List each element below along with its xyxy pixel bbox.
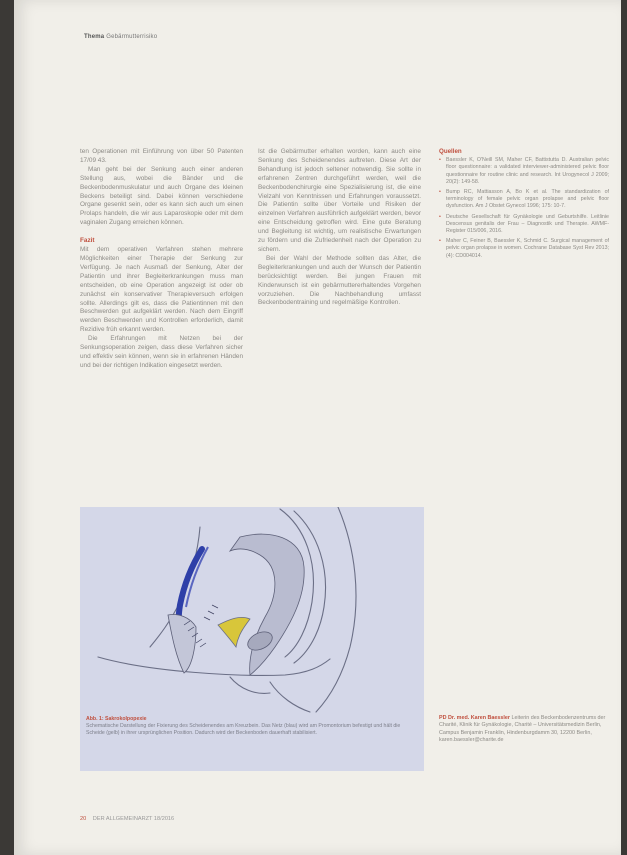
paragraph: Ist die Gebärmutter erhalten worden, kann auch eine Senkung des Scheidenendes auftreten. Diese Art der Behandlung ist jedoch seltener notwendig. Sie sollte in erfahrenen Zentren durchgeführt werden, weil die Beckenbodenchirurgie eine Spezialisierung ist, die eine Vielzahl von Kenntnissen und Erfahrungen voraussetzt. Die Patientin sollte über Vorteile und Risiken der einzelnen Verfahren ausführlich aufgeklärt werden, bevor eine Entscheidung getroffen wird. Eine gute Beratung und Begleitung ist wichtig, um realistische Erwartungen zu fördern und die Zufriedenheit nach der Operation zu sichern. (258, 148, 421, 253)
running-head (84, 34, 157, 40)
suture-line (204, 605, 218, 620)
section-heading-fazit: Fazit (80, 237, 95, 245)
anatomical-illustration (80, 507, 424, 713)
vagina-yellow (218, 617, 250, 647)
caption-text: Schematische Darstellung der Fixierung des Scheidenendes am Kreuzbein. Das Netz (blau) wird am Promontorium befestigt und hält die Scheide (gelb) in ihrer ursprünglichen Position. Dadurch wird der Beckenboden dauerhaft stabilisiert. (86, 723, 401, 736)
author-box (439, 715, 607, 744)
abdominal-wall-outline (98, 657, 330, 675)
references-heading: Quellen (439, 148, 462, 155)
reference-item: • Baessler K, O'Neill SM, Maher CF, Battistutta D. Australian pelvic floor questionnaire: a validated interviewer-administered pelvic floor questionnaire for routine clinic and research. Int Urogynecol J 2009; 20(2): 149-58. (439, 157, 609, 186)
back-contour (316, 507, 356, 712)
bladder-outline (168, 615, 196, 674)
journal-name: DER ALLGEMEINARZT 18/2016 (92, 816, 175, 822)
paragraph: ten Operationen mit Einführung von über 50 Patenten 17/09 43. (80, 148, 243, 164)
perineum-outline (230, 677, 270, 693)
author-text: Leiterin des Beckenbodenzentrums der Charité, Klinik für Gynäkologie, Charité – Universitätsmedizin Berlin, Campus Benjamin Franklin, Hindenburgdamm 30, 12200 Berlin, karen.baessler@charite.de (439, 715, 606, 743)
reference-item: • Bump RC, Mattiasson A, Bo K et al. The standardization of terminology of female pelvic organ prolapse and pelvic floor dysfunction. Am J Obstet Gynecol 1996; 175: 10-7. (439, 189, 609, 211)
paragraph: Man geht bei der Senkung auch einer anderen Stellung aus, wobei die Bänder und die Beckenbodenmuskulatur und auch Organe des kleinen Beckens beteiligt sind. Dabei können verschiedene Organe gesenkt sein, oder es kann sich auch um einen Prolaps handeln, die wir aus Laparoskopie oder mit dem vaginalen Zugang erreichen können. (80, 165, 243, 227)
pelvis-sagittal-drawing (80, 507, 424, 713)
page-footer (80, 816, 174, 822)
running-head-section: Thema (84, 34, 105, 40)
figure-caption (80, 713, 424, 771)
author-name: PD Dr. med. Karen Baessler (439, 715, 511, 721)
rectum-shape (230, 534, 304, 675)
paragraph: Die Erfahrungen mit Netzen bei der Senkungsoperation zeigen, dass diese Verfahren sicher und effektiv sein können, wenn sie in erfahrenen Händen und bei der richtigen Indikation eingesetzt werden. (80, 335, 243, 369)
running-head-topic: Gebärmutterrisiko (106, 34, 158, 40)
references-column (439, 148, 609, 263)
reference-item: • Deutsche Gesellschaft für Gynäkologie und Geburtshilfe. Leitlinie Descensus genitalis der Frau – Diagnostik und Therapie. AWMF-Register 015/006, 2016. (439, 214, 609, 236)
page-number: 20 (80, 816, 87, 822)
buttock-contour (270, 682, 310, 712)
caption-title: Abb. 1: Sakrokolpopexie (86, 716, 147, 722)
reference-item: • Maher C, Feiner B, Baessler K, Schmid C. Surgical management of pelvic organ prolapse in women. Cochrane Database Syst Rev 2013; (4): CD004014. (439, 238, 609, 260)
reference-list (439, 157, 609, 260)
text-column-middle (258, 148, 421, 308)
paragraph: Bei der Wahl der Methode sollten das Alter, die Begleiterkrankungen und auch der Wunsch der Patientin berücksichtigt werden. Bei jungen Frauen mit Kinderwunsch ist ein gebärmuttererhaltendes Vorgehen vorzuziehen. Die Nachbehandlung umfasst Beckenbodentraining und regelmäßige Kontrollen. (258, 254, 421, 307)
paragraph: Mit dem operativen Verfahren stehen mehrere Möglichkeiten einer Therapie der Senkung zur Verfügung. Je nach Ausmaß der Senkung, Alter der Patientin und ihrer Begleiterkrankungen muss man entscheiden, ob eine Operation angezeigt ist oder ob zunächst ein konservativer Therapieversuch erfolgen sollte. Allerdings gilt es, dass die Patientinnen mit den Beschwerden gut aufgeklärt werden. Nach dem Eingriff werden Beschwerden und Kontrollen erforderlich, damit Rezidive früh erkannt werden. (80, 246, 243, 334)
magazine-page (14, 0, 621, 855)
text-column-left (80, 148, 243, 371)
